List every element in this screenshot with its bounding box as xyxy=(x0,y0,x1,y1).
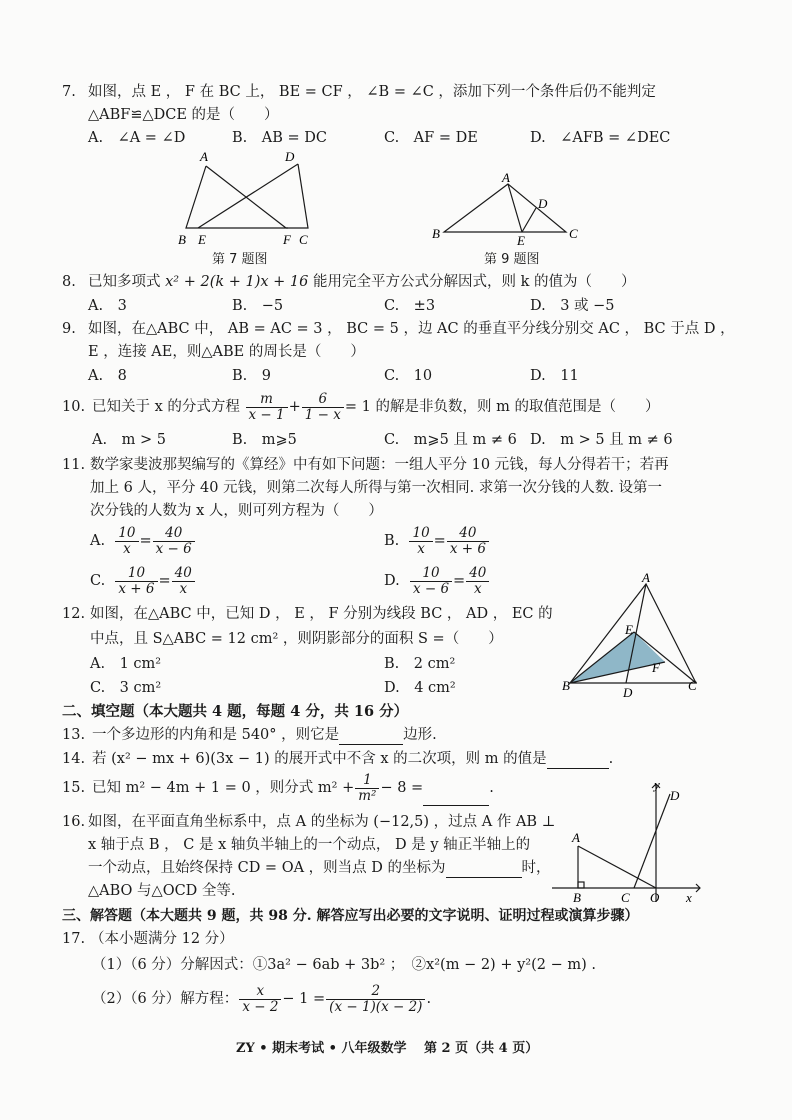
q8-option-b: B. −5 xyxy=(232,298,284,314)
q8-option-d: D. 3 或 −5 xyxy=(530,298,615,314)
q15-text: 已知 m² − 4m + 1 = 0 ，则分式 m² + $\frac{1}{\text{m²}}$ − 8 = . xyxy=(92,771,494,806)
q10-option-a: A. m > 5 xyxy=(92,432,166,448)
q7-option-d: D. ∠AFB = ∠DEC xyxy=(530,130,671,146)
q9-option-b: B. 9 xyxy=(232,368,271,384)
q10-fraction-1: $\frac{m}{x - 1}$ xyxy=(246,392,288,423)
q16-answer-blank[interactable] xyxy=(446,859,522,878)
fig16-label-a: A xyxy=(572,830,580,845)
q11-option-c: C. $\frac{10}{x + 6}$ = $\frac{40}{x}$ xyxy=(90,564,196,598)
fig16-label-b: B xyxy=(573,890,581,905)
q12-text-line1: 如图，在△ABC 中，已知 D ， E ， F 分别为线段 BC ， AD ， EC 的 xyxy=(90,606,553,622)
section-2-heading: 二、填空题（本大题共 4 题，每题 4 分，共 16 分） xyxy=(62,703,409,720)
q15-answer-blank[interactable] xyxy=(423,771,489,806)
fig9-label-b: B xyxy=(432,226,440,241)
q12-option-d: D. 4 cm² xyxy=(384,680,456,696)
q8-text xyxy=(88,273,636,291)
q15-number: 15. xyxy=(62,780,86,796)
q16-text-line4: △ABO 与△OCD 全等. xyxy=(88,883,236,899)
q7-number: 7. xyxy=(62,84,76,100)
q11-number: 11. xyxy=(62,457,86,473)
figure-16 xyxy=(552,777,712,905)
q10-plus: + xyxy=(288,399,301,415)
q13-text: 一个多边形的内角和是 540° ，则它是 边形. xyxy=(92,727,437,743)
fig7-label-d: D xyxy=(285,149,295,164)
q9-text-line2: E ，连接 AE，则△ABE 的周长是（ ） xyxy=(88,344,365,360)
q12-option-b: B. 2 cm² xyxy=(384,656,456,672)
figure-12 xyxy=(562,570,702,700)
q12-text-line2: 中点，且 S△ABC = 12 cm² ，则阴影部分的面积 S =（ ） xyxy=(90,631,503,647)
q16-number: 16. xyxy=(62,814,86,830)
fig12-label-f: F xyxy=(652,660,660,675)
q12-option-c: C. 3 cm² xyxy=(90,680,162,696)
q8-expression: x² + 2(k + 1)x + 16 xyxy=(165,274,309,290)
q10-text xyxy=(92,390,659,424)
q11-text-line3: 次分钱的人数为 x 人，则可列方程为（ ） xyxy=(90,503,383,519)
fig16-label-x: x xyxy=(686,890,692,905)
q12-number: 12. xyxy=(62,606,86,622)
fig16-label-d: D xyxy=(670,788,680,803)
q11-option-a: A. $\frac{10}{x}$ = $\frac{40}{x - 6}$ xyxy=(90,524,196,558)
q17-header: （本小题满分 12 分） xyxy=(90,931,234,947)
q9-option-c: C. 10 xyxy=(384,368,433,384)
fig12-shaded-region xyxy=(570,632,665,683)
q10-text-pre: 已知关于 x 的分式方程 xyxy=(92,399,240,415)
fig9-label-e: E xyxy=(517,233,525,248)
q17-number: 17. xyxy=(62,931,86,947)
q10-option-d: D. m > 5 且 m ≠ 6 xyxy=(530,432,673,448)
q16-text-line3: 一个动点，且始终保持 CD = OA ，则当点 D 的坐标为 时， xyxy=(88,860,551,876)
fig7-label-b: B xyxy=(178,232,186,247)
q12-option-a: A. 1 cm² xyxy=(90,656,162,672)
q7-option-c: C. AF = DE xyxy=(384,130,478,146)
q7-text-line2: △ABF≌△DCE 的是（ ） xyxy=(88,107,279,123)
q8-number: 8. xyxy=(62,274,76,290)
q14-number: 14. xyxy=(62,751,86,767)
q10-text-post: = 1 的解是非负数，则 m 的取值范围是（ ） xyxy=(344,399,660,415)
fig7-label-e: E xyxy=(198,232,206,247)
q11-text-line2: 加上 6 人，平分 40 元钱，则第二次每人所得与第一次相同. 求第一次分钱的人数. 设第一 xyxy=(90,480,663,496)
fig12-label-b: B xyxy=(562,678,570,693)
fig12-label-a: A xyxy=(642,570,650,585)
q17-part-2: （2）（6 分）解方程： $\frac{x}{x - 2}$ − 1 = $\frac{2}{(x - 1)(x - 2)}$ . xyxy=(92,982,432,1015)
q9-option-a: A. 8 xyxy=(88,368,127,384)
q10-option-c: C. m⩾5 且 m ≠ 6 xyxy=(384,432,517,448)
q16-text-line2: x 轴于点 B ， C 是 x 轴负半轴上的一个动点， D 是 y 轴正半轴上的 xyxy=(88,837,531,853)
figure-7 xyxy=(178,148,328,258)
q7-option-b: B. AB = DC xyxy=(232,130,327,146)
q10-fraction-2: $\frac{6}{1 - x}$ xyxy=(302,392,344,423)
figure-9 xyxy=(430,172,590,252)
q10-option-b: B. m⩾5 xyxy=(232,432,297,448)
q8-option-a: A. 3 xyxy=(88,298,127,314)
q11-option-b: B. $\frac{10}{x}$ = $\frac{40}{x + 6}$ xyxy=(384,524,490,558)
q16-text-line1: 如图，在平面直角坐标系中，点 A 的坐标为 (−12,5) ，过点 A 作 AB ⊥ xyxy=(88,814,556,830)
q7-text-line1: 如图，点 E ， F 在 BC 上， BE = CF ， ∠B = ∠C ，添加下列一个条件后仍不能判定 xyxy=(88,84,656,100)
q11-option-d: D. $\frac{10}{x - 6}$ = $\frac{40}{x}$ xyxy=(384,564,490,598)
q13-number: 13. xyxy=(62,727,86,743)
fig16-label-c: C xyxy=(621,890,630,905)
q9-option-d: D. 11 xyxy=(530,368,579,384)
fig7-caption: 第 7 题图 xyxy=(212,252,268,267)
fig9-label-d: D xyxy=(538,196,548,211)
q9-number: 9. xyxy=(62,321,76,337)
q17-part-1: （1）（6 分）分解因式：①3a² − 6ab + 3b² ； ②x²(m − 2) + y²(2 − m) . xyxy=(92,957,596,973)
fig9-label-a: A xyxy=(502,170,510,185)
fig16-label-o: O xyxy=(650,890,660,905)
q14-answer-blank[interactable] xyxy=(547,750,609,769)
fig12-label-c: C xyxy=(688,678,697,693)
fig9-label-c: C xyxy=(569,226,578,241)
q8-option-c: C. ±3 xyxy=(384,298,436,314)
section-3-heading: 三、解答题（本大题共 9 题，共 98 分. 解答应写出必要的文字说明、证明过程或演算步骤） xyxy=(62,908,639,924)
fig16-label-y: y xyxy=(654,777,660,792)
page-footer: ZY • 期末考试 • 八年级数学 第 2 页（共 4 页） xyxy=(236,1041,539,1056)
fig9-caption: 第 9 题图 xyxy=(484,252,540,267)
fig12-label-e: E xyxy=(625,622,633,637)
q8-text-pre: 已知多项式 xyxy=(88,274,166,290)
q14-text: 若 (x² − mx + 6)(3x − 1) 的展开式中不含 x 的二次项，则 m 的值是 . xyxy=(92,751,614,767)
fig7-label-f: F xyxy=(283,232,291,247)
fig7-label-c: C xyxy=(299,232,308,247)
q11-text-line1: 数学家斐波那契编写的《算经》中有如下问题：一组人平分 10 元钱，每人分得若干；若再 xyxy=(90,457,669,473)
fig12-label-d: D xyxy=(623,685,633,700)
q10-number: 10. xyxy=(62,399,86,415)
q8-text-post: 能用完全平方公式分解因式，则 k 的值为（ ） xyxy=(308,274,636,290)
q13-answer-blank[interactable] xyxy=(339,726,403,745)
fig7-label-a: A xyxy=(200,149,208,164)
q7-option-a: A. ∠A = ∠D xyxy=(88,130,186,146)
q9-text-line1: 如图，在△ABC 中， AB = AC = 3 ， BC = 5 ，边 AC 的垂直平分线分别交 AC ， BC 于点 D ， xyxy=(88,321,735,337)
